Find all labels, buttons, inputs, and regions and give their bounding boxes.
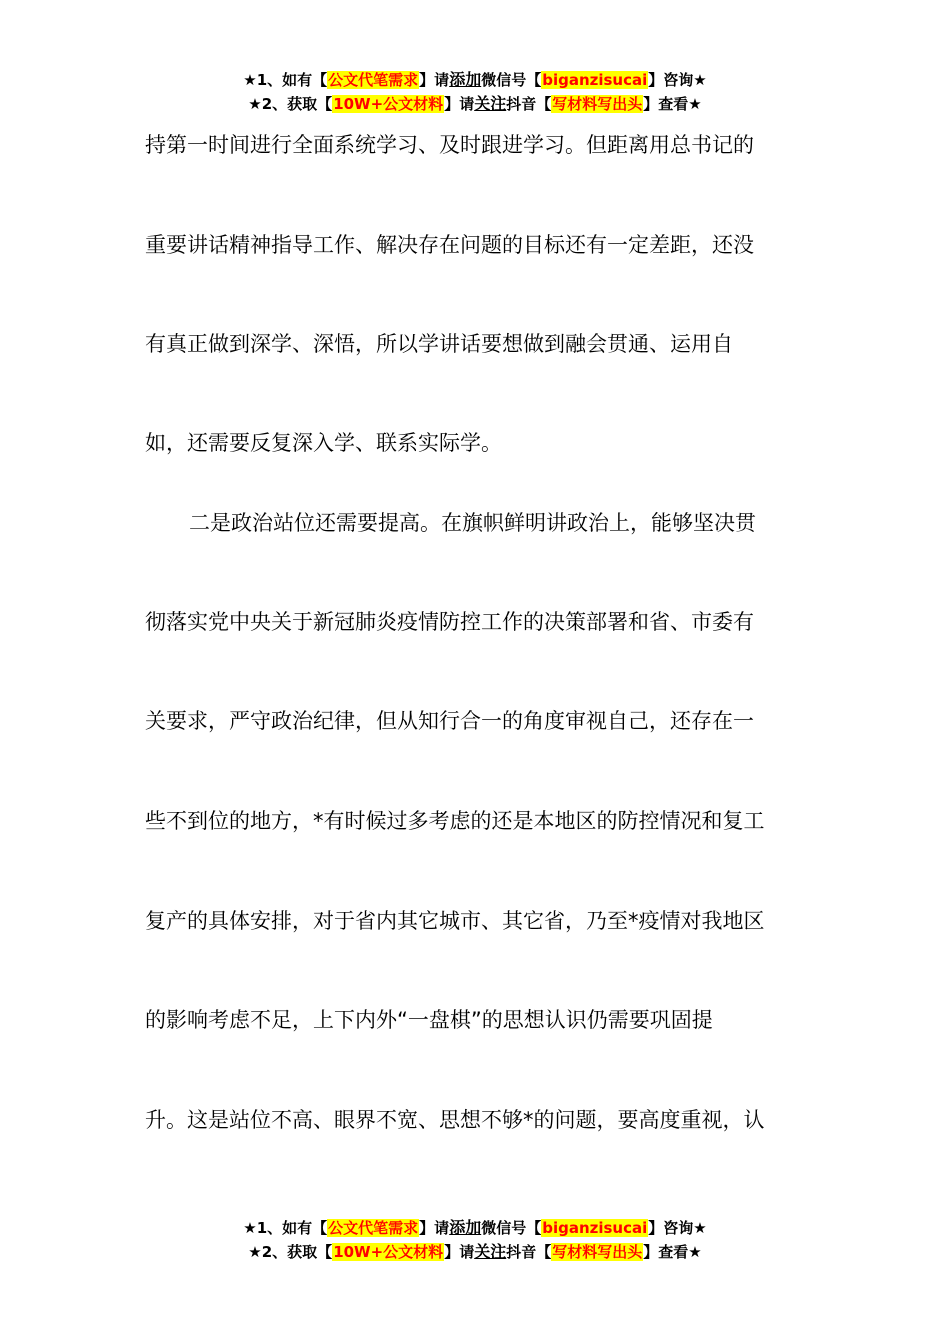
banner-text: 】请 bbox=[419, 1219, 450, 1237]
body-line: 些不到位的地方，*有时候过多考虑的还是本地区的防控情况和复工 bbox=[145, 809, 765, 833]
body-line: 有真正做到深学、深悟，所以学讲话要想做到融会贯通、运用自 bbox=[145, 332, 733, 356]
banner-highlight: 写材料写出头 bbox=[552, 1243, 643, 1261]
footer-banner bbox=[0, 1216, 950, 1264]
body-line: 升。这是站位不高、眼界不宽、思想不够*的问题，要高度重视，认 bbox=[145, 1108, 765, 1132]
banner-line-2 bbox=[0, 1240, 950, 1264]
banner-highlight: 公文代笔需求 bbox=[328, 1219, 419, 1237]
banner-text: 抖音【 bbox=[506, 1243, 552, 1261]
banner-underline: 关注 bbox=[474, 1242, 507, 1261]
banner-text: 微信号【 bbox=[481, 71, 542, 89]
body-line: 如，还需要反复深入学、联系实际学。 bbox=[145, 431, 502, 455]
body-line: 彻落实党中央关于新冠肺炎疫情防控工作的决策部署和省、市委有 bbox=[145, 610, 754, 634]
banner-text: ★1、如有【 bbox=[243, 71, 328, 89]
banner-underline: 添加 bbox=[449, 1218, 482, 1237]
banner-text: ★2、获取【 bbox=[248, 1243, 333, 1261]
banner-text: 】咨询★ bbox=[648, 1219, 707, 1237]
body-line: 复产的具体安排，对于省内其它城市、其它省，乃至*疫情对我地区 bbox=[145, 909, 765, 933]
banner-text: ★1、如有【 bbox=[243, 1219, 328, 1237]
banner-text: 】查看★ bbox=[643, 95, 702, 113]
banner-line-1 bbox=[0, 1216, 950, 1240]
body-line: 二是政治站位还需要提高。在旗帜鲜明讲政治上，能够坚决贯 bbox=[189, 511, 756, 535]
body-line: 的影响考虑不足，上下内外“一盘棋”的思想认识仍需要巩固提 bbox=[145, 1008, 713, 1032]
banner-text: 】请 bbox=[444, 95, 475, 113]
body-line: 持第一时间进行全面系统学习、及时跟进学习。但距离用总书记的 bbox=[145, 133, 754, 157]
banner-text: ★2、获取【 bbox=[248, 95, 333, 113]
banner-highlight: 10W+公文材料 bbox=[333, 1243, 444, 1261]
banner-text: 】请 bbox=[444, 1243, 475, 1261]
banner-text: 】咨询★ bbox=[648, 71, 707, 89]
banner-highlight: 公文代笔需求 bbox=[328, 71, 419, 89]
body-line: 关要求，严守政治纪律，但从知行合一的角度审视自己，还存在一 bbox=[145, 709, 754, 733]
banner-highlight: 写材料写出头 bbox=[552, 95, 643, 113]
body-line: 重要讲话精神指导工作、解决存在问题的目标还有一定差距，还没 bbox=[145, 233, 754, 257]
banner-text: 】查看★ bbox=[643, 1243, 702, 1261]
banner-text: 微信号【 bbox=[481, 1219, 542, 1237]
banner-highlight: 10W+公文材料 bbox=[333, 95, 444, 113]
banner-highlight: biganzisucai bbox=[542, 1219, 648, 1237]
banner-underline: 添加 bbox=[449, 70, 482, 89]
banner-text: 抖音【 bbox=[506, 95, 552, 113]
banner-underline: 关注 bbox=[474, 94, 507, 113]
banner-highlight: biganzisucai bbox=[542, 71, 648, 89]
banner-text: 】请 bbox=[419, 71, 450, 89]
